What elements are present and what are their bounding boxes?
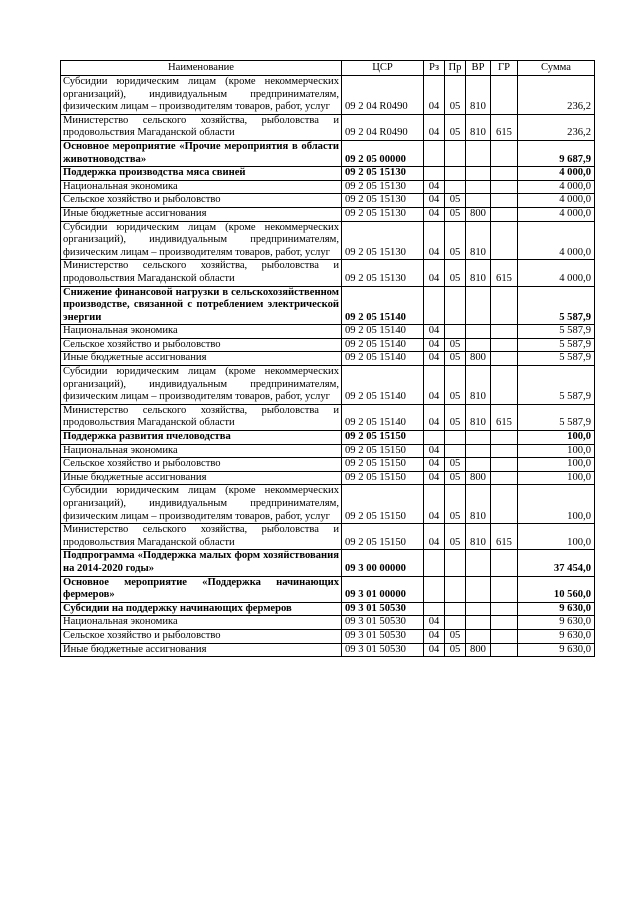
row-sum-cell: 100,0 [518,444,595,458]
row-vr-cell: 810 [466,221,491,260]
row-sum-cell: 4 000,0 [518,194,595,208]
row-rz-cell: 04 [424,352,445,366]
row-vr-cell [466,180,491,194]
row-csr-cell: 09 2 05 15140 [342,338,424,352]
row-rz-cell: 04 [424,524,445,550]
row-sum-cell: 10 560,0 [518,576,595,602]
row-pr-cell [445,431,466,445]
table-row [61,576,595,602]
row-rz-cell: 04 [424,404,445,430]
row-sum-cell: 100,0 [518,431,595,445]
row-gr-cell [491,286,518,325]
row-sum-cell: 4 000,0 [518,207,595,221]
row-rz-cell: 04 [424,338,445,352]
row-rz-cell: 04 [424,325,445,339]
row-pr-cell [445,325,466,339]
row-csr-cell: 09 2 05 15150 [342,431,424,445]
table-row [61,325,595,339]
row-gr-cell: 615 [491,404,518,430]
row-csr-cell: 09 3 01 50530 [342,629,424,643]
row-sum-cell: 5 587,9 [518,352,595,366]
row-gr-cell: 615 [491,114,518,140]
row-rz-cell: 04 [424,485,445,524]
row-rz-cell: 04 [424,207,445,221]
row-csr-cell: 09 2 05 15130 [342,221,424,260]
row-csr-cell: 09 2 05 15130 [342,194,424,208]
row-pr-cell: 05 [445,352,466,366]
row-pr-cell [445,180,466,194]
table-row [61,485,595,524]
row-name-cell: Сельское хозяйство и рыболовство [61,629,342,643]
row-vr-cell [466,444,491,458]
row-rz-cell: 04 [424,194,445,208]
row-name-cell: Субсидии юридическим лицам (кроме некоммерческих организаций), индивидуальным предпринимателям, физическим лицам – производителям товаров, работ, услуг [61,221,342,260]
row-vr-cell [466,325,491,339]
table-row [61,180,595,194]
row-rz-cell [424,140,445,166]
row-gr-cell [491,140,518,166]
table-row [61,194,595,208]
row-sum-cell: 9 630,0 [518,643,595,657]
row-rz-cell [424,286,445,325]
row-name-cell: Иные бюджетные ассигнования [61,471,342,485]
table-row [61,286,595,325]
row-rz-cell: 04 [424,643,445,657]
table-row [61,140,595,166]
row-gr-cell [491,616,518,630]
row-csr-cell: 09 2 05 15150 [342,458,424,472]
row-pr-cell: 05 [445,485,466,524]
row-pr-cell: 05 [445,260,466,286]
header-pr: Пр [445,61,466,76]
row-name-cell: Министерство сельского хозяйства, рыболовства и продовольствия Магаданской области [61,404,342,430]
row-rz-cell: 04 [424,444,445,458]
row-vr-cell [466,602,491,616]
row-vr-cell: 800 [466,352,491,366]
row-rz-cell [424,602,445,616]
row-vr-cell: 810 [466,366,491,405]
header-rz: Рз [424,61,445,76]
row-rz-cell: 04 [424,616,445,630]
row-gr-cell [491,366,518,405]
row-sum-cell: 5 587,9 [518,325,595,339]
row-sum-cell: 9 687,9 [518,140,595,166]
table-row [61,524,595,550]
row-pr-cell [445,616,466,630]
row-sum-cell: 4 000,0 [518,260,595,286]
row-gr-cell [491,471,518,485]
table-row [61,260,595,286]
table-header-row [61,61,595,76]
row-vr-cell: 810 [466,485,491,524]
table-row [61,431,595,445]
table-row [61,404,595,430]
row-csr-cell: 09 2 05 15150 [342,444,424,458]
row-pr-cell: 05 [445,404,466,430]
row-gr-cell [491,180,518,194]
table-row [61,629,595,643]
table-row [61,616,595,630]
table-row [61,471,595,485]
row-name-cell: Иные бюджетные ассигнования [61,352,342,366]
row-vr-cell [466,431,491,445]
row-pr-cell: 05 [445,114,466,140]
row-sum-cell: 236,2 [518,76,595,115]
table-row [61,458,595,472]
budget-table [60,60,595,657]
row-gr-cell [491,485,518,524]
row-vr-cell: 810 [466,260,491,286]
row-name-cell: Иные бюджетные ассигнования [61,643,342,657]
row-rz-cell: 04 [424,458,445,472]
row-pr-cell: 05 [445,524,466,550]
table-row [61,602,595,616]
row-csr-cell: 09 3 01 50530 [342,616,424,630]
row-gr-cell [491,207,518,221]
row-name-cell: Сельское хозяйство и рыболовство [61,338,342,352]
row-csr-cell: 09 3 01 50530 [342,602,424,616]
row-pr-cell: 05 [445,629,466,643]
row-name-cell: Поддержка развития пчеловодства [61,431,342,445]
row-vr-cell: 810 [466,404,491,430]
row-gr-cell [491,325,518,339]
row-gr-cell [491,576,518,602]
row-rz-cell [424,431,445,445]
row-name-cell: Снижение финансовой нагрузки в сельскохозяйственном производстве, связанной с потреблением электрической энергии [61,286,342,325]
row-gr-cell [491,167,518,181]
row-vr-cell [466,550,491,576]
header-csr: ЦСР [342,61,424,76]
header-gr: ГР [491,61,518,76]
table-row [61,114,595,140]
row-vr-cell [466,458,491,472]
row-vr-cell [466,616,491,630]
row-sum-cell: 9 630,0 [518,616,595,630]
row-csr-cell: 09 2 05 15130 [342,167,424,181]
row-gr-cell [491,352,518,366]
row-gr-cell [491,458,518,472]
row-csr-cell: 09 3 01 00000 [342,576,424,602]
row-name-cell: Сельское хозяйство и рыболовство [61,194,342,208]
row-gr-cell: 615 [491,260,518,286]
row-pr-cell [445,140,466,166]
row-csr-cell: 09 2 05 15140 [342,404,424,430]
row-csr-cell: 09 2 05 15130 [342,207,424,221]
row-pr-cell: 05 [445,76,466,115]
budget-table-page [60,60,594,657]
row-gr-cell [491,643,518,657]
row-vr-cell [466,338,491,352]
row-name-cell: Иные бюджетные ассигнования [61,207,342,221]
row-vr-cell: 810 [466,76,491,115]
row-pr-cell: 05 [445,194,466,208]
row-sum-cell: 5 587,9 [518,338,595,352]
row-name-cell: Субсидии юридическим лицам (кроме некоммерческих организаций), индивидуальным предпринимателям, физическим лицам – производителям товаров, работ, услуг [61,485,342,524]
row-csr-cell: 09 3 00 00000 [342,550,424,576]
row-pr-cell [445,286,466,325]
table-row [61,221,595,260]
table-row [61,338,595,352]
row-sum-cell: 100,0 [518,471,595,485]
row-pr-cell [445,602,466,616]
row-csr-cell: 09 3 01 50530 [342,643,424,657]
row-gr-cell [491,444,518,458]
row-vr-cell [466,140,491,166]
table-row [61,207,595,221]
row-csr-cell: 09 2 05 00000 [342,140,424,166]
header-name: Наименование [61,61,342,76]
row-rz-cell: 04 [424,629,445,643]
row-vr-cell [466,629,491,643]
row-sum-cell: 9 630,0 [518,629,595,643]
row-csr-cell: 09 2 05 15140 [342,352,424,366]
row-sum-cell: 100,0 [518,485,595,524]
row-name-cell: Министерство сельского хозяйства, рыболовства и продовольствия Магаданской области [61,524,342,550]
row-rz-cell [424,576,445,602]
row-pr-cell: 05 [445,221,466,260]
row-sum-cell: 100,0 [518,458,595,472]
row-csr-cell: 09 2 05 15150 [342,471,424,485]
row-gr-cell [491,602,518,616]
table-row [61,167,595,181]
row-vr-cell [466,167,491,181]
row-gr-cell [491,550,518,576]
row-pr-cell: 05 [445,207,466,221]
row-name-cell: Министерство сельского хозяйства, рыболовства и продовольствия Магаданской области [61,114,342,140]
row-vr-cell: 800 [466,207,491,221]
row-pr-cell [445,576,466,602]
row-name-cell: Основное мероприятие «Прочие мероприятия в области животноводства» [61,140,342,166]
table-row [61,643,595,657]
row-gr-cell [491,431,518,445]
row-csr-cell: 09 2 05 15150 [342,524,424,550]
header-vr: ВР [466,61,491,76]
row-rz-cell [424,167,445,181]
row-name-cell: Национальная экономика [61,444,342,458]
row-pr-cell: 05 [445,643,466,657]
row-rz-cell: 04 [424,471,445,485]
row-gr-cell: 615 [491,524,518,550]
row-name-cell: Министерство сельского хозяйства, рыболовства и продовольствия Магаданской области [61,260,342,286]
row-vr-cell: 800 [466,643,491,657]
row-name-cell: Субсидии юридическим лицам (кроме некоммерческих организаций), индивидуальным предпринимателям, физическим лицам – производителям товаров, работ, услуг [61,76,342,115]
row-csr-cell: 09 2 05 15130 [342,260,424,286]
row-rz-cell: 04 [424,260,445,286]
row-name-cell: Сельское хозяйство и рыболовство [61,458,342,472]
row-pr-cell: 05 [445,338,466,352]
row-name-cell: Основное мероприятие «Поддержка начинающих фермеров» [61,576,342,602]
row-pr-cell: 05 [445,471,466,485]
row-vr-cell: 810 [466,114,491,140]
row-vr-cell [466,194,491,208]
row-name-cell: Субсидии юридическим лицам (кроме некоммерческих организаций), индивидуальным предпринимателям, физическим лицам – производителям товаров, работ, услуг [61,366,342,405]
table-row [61,352,595,366]
row-pr-cell: 05 [445,458,466,472]
table-row [61,444,595,458]
row-csr-cell: 09 2 05 15140 [342,286,424,325]
row-csr-cell: 09 2 04 R0490 [342,114,424,140]
row-pr-cell [445,444,466,458]
row-name-cell: Субсидии на поддержку начинающих фермеров [61,602,342,616]
row-sum-cell: 5 587,9 [518,366,595,405]
row-sum-cell: 4 000,0 [518,167,595,181]
row-vr-cell: 800 [466,471,491,485]
row-rz-cell: 04 [424,180,445,194]
row-sum-cell: 5 587,9 [518,404,595,430]
row-pr-cell: 05 [445,366,466,405]
row-csr-cell: 09 2 05 15140 [342,325,424,339]
table-row [61,76,595,115]
row-name-cell: Национальная экономика [61,180,342,194]
row-pr-cell [445,550,466,576]
row-gr-cell [491,194,518,208]
row-gr-cell [491,629,518,643]
row-gr-cell [491,221,518,260]
row-name-cell: Подпрограмма «Поддержка малых форм хозяйствования на 2014-2020 годы» [61,550,342,576]
row-name-cell: Национальная экономика [61,325,342,339]
row-rz-cell: 04 [424,366,445,405]
row-rz-cell: 04 [424,221,445,260]
row-vr-cell: 810 [466,524,491,550]
row-rz-cell: 04 [424,76,445,115]
row-rz-cell: 04 [424,114,445,140]
row-sum-cell: 236,2 [518,114,595,140]
row-name-cell: Поддержка производства мяса свиней [61,167,342,181]
table-row [61,550,595,576]
row-name-cell: Национальная экономика [61,616,342,630]
table-row [61,366,595,405]
row-vr-cell [466,576,491,602]
row-vr-cell [466,286,491,325]
row-sum-cell: 37 454,0 [518,550,595,576]
row-sum-cell: 4 000,0 [518,180,595,194]
row-sum-cell: 5 587,9 [518,286,595,325]
row-csr-cell: 09 2 04 R0490 [342,76,424,115]
header-sum: Сумма [518,61,595,76]
row-csr-cell: 09 2 05 15140 [342,366,424,405]
row-csr-cell: 09 2 05 15130 [342,180,424,194]
row-pr-cell [445,167,466,181]
row-rz-cell [424,550,445,576]
row-csr-cell: 09 2 05 15150 [342,485,424,524]
row-gr-cell [491,76,518,115]
row-sum-cell: 9 630,0 [518,602,595,616]
row-sum-cell: 100,0 [518,524,595,550]
row-gr-cell [491,338,518,352]
table-body [61,76,595,657]
row-sum-cell: 4 000,0 [518,221,595,260]
